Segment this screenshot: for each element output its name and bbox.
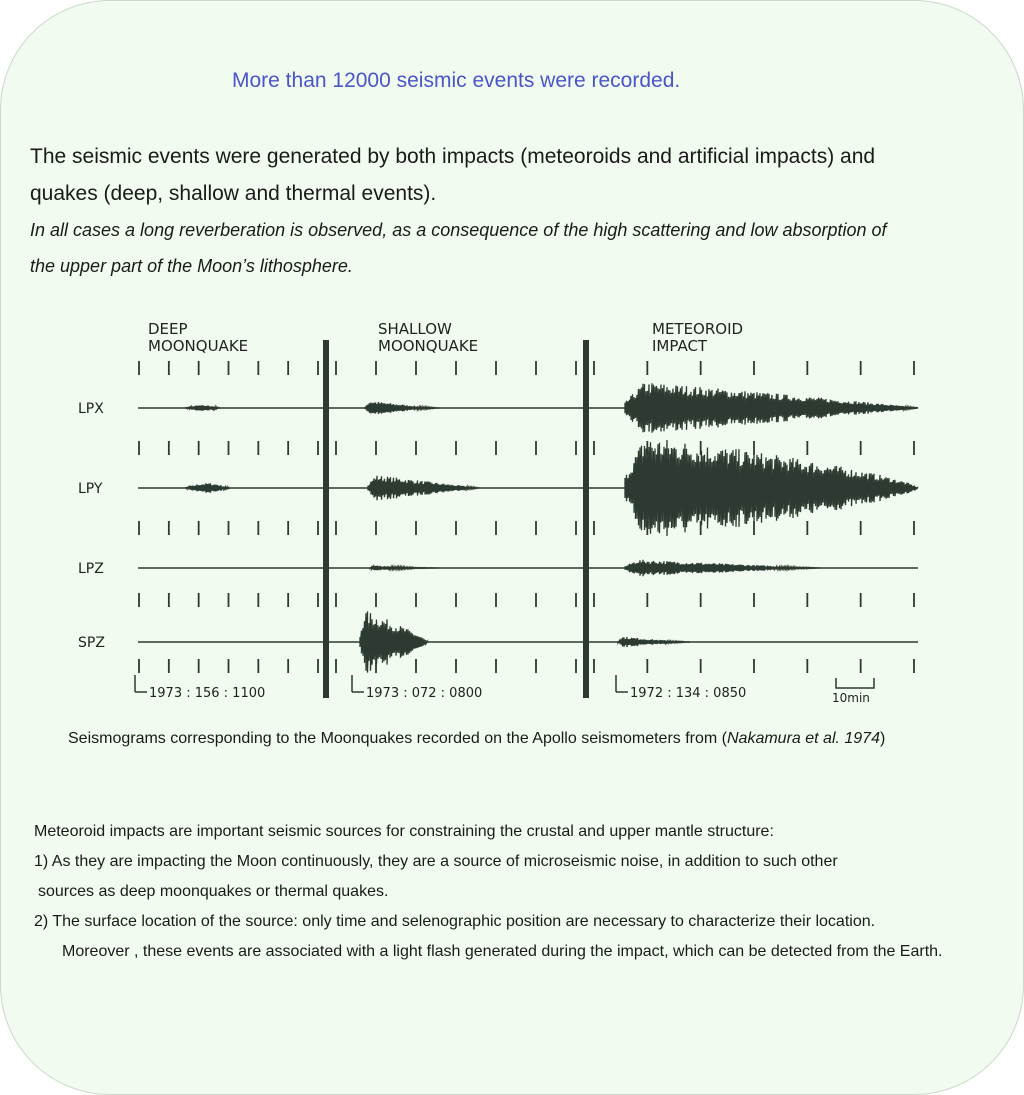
channel-label: LPZ (78, 561, 104, 577)
panel-title: METEOROID (652, 320, 744, 338)
panel-divider (323, 340, 329, 698)
scale-label: 10min (832, 691, 870, 705)
waveform (368, 476, 479, 500)
channel-label: LPX (78, 401, 104, 417)
waveform (625, 560, 820, 576)
bullet-item-2-cont: Moreover , these events are associated with a light flash generated during the impact, which can be detected from the Earth. (62, 943, 943, 960)
caption-citation: Nakamura et al. 1974 (727, 730, 880, 747)
waveform (625, 440, 918, 536)
bullet-item-1-cont: sources as deep moonquakes or thermal quakes. (38, 883, 389, 900)
headline: More than 12000 seismic events were recorded. (232, 69, 681, 92)
time-stamp: 1973 : 156 : 1100 (149, 686, 266, 701)
panel-title: IMPACT (652, 337, 708, 355)
waveform (185, 405, 220, 410)
panel-title: SHALLOW (378, 320, 452, 338)
waveform (370, 566, 439, 571)
waveform (360, 611, 428, 672)
bullet-intro: Meteoroid impacts are important seismic sources for constraining the crustal and upper mantle structure: (34, 823, 774, 840)
panel-title: MOONQUAKE (148, 337, 249, 355)
bullet-item-1: 1) As they are impacting the Moon continuously, they are a source of microseismic noise, in addition to such other (34, 853, 838, 870)
waveform (365, 402, 440, 414)
waveform (618, 637, 690, 647)
panel-title: MOONQUAKE (378, 337, 479, 355)
italic-note-2: the upper part of the Moon’s lithosphere. (30, 256, 353, 276)
bullet-item-2: 2) The surface location of the source: only time and selenographic position are necessary to characterize their location. (34, 913, 876, 930)
waveform (185, 483, 230, 493)
channel-label: LPY (78, 481, 103, 497)
intro-line-2: quakes (deep, shallow and thermal events). (30, 182, 437, 205)
caption-close: ) (879, 730, 886, 747)
time-stamp: 1973 : 072 : 0800 (366, 686, 483, 701)
time-stamp: 1972 : 134 : 0850 (630, 686, 747, 701)
channel-label: SPZ (78, 635, 105, 651)
caption-text: Seismograms corresponding to the Moonquakes recorded on the Apollo seismometers from ( (68, 730, 727, 747)
panel-title: DEEP (148, 320, 188, 338)
panel-divider (583, 340, 589, 698)
figure-caption (68, 730, 885, 748)
scale-bar (836, 678, 874, 688)
italic-note-1: In all cases a long reverberation is observed, as a consequence of the high scattering and low absorption of (30, 220, 887, 240)
seismogram-figure (60, 310, 940, 710)
waveform (625, 383, 918, 432)
intro-line-1: The seismic events were generated by both impacts (meteoroids and artificial impacts) and (30, 145, 876, 168)
